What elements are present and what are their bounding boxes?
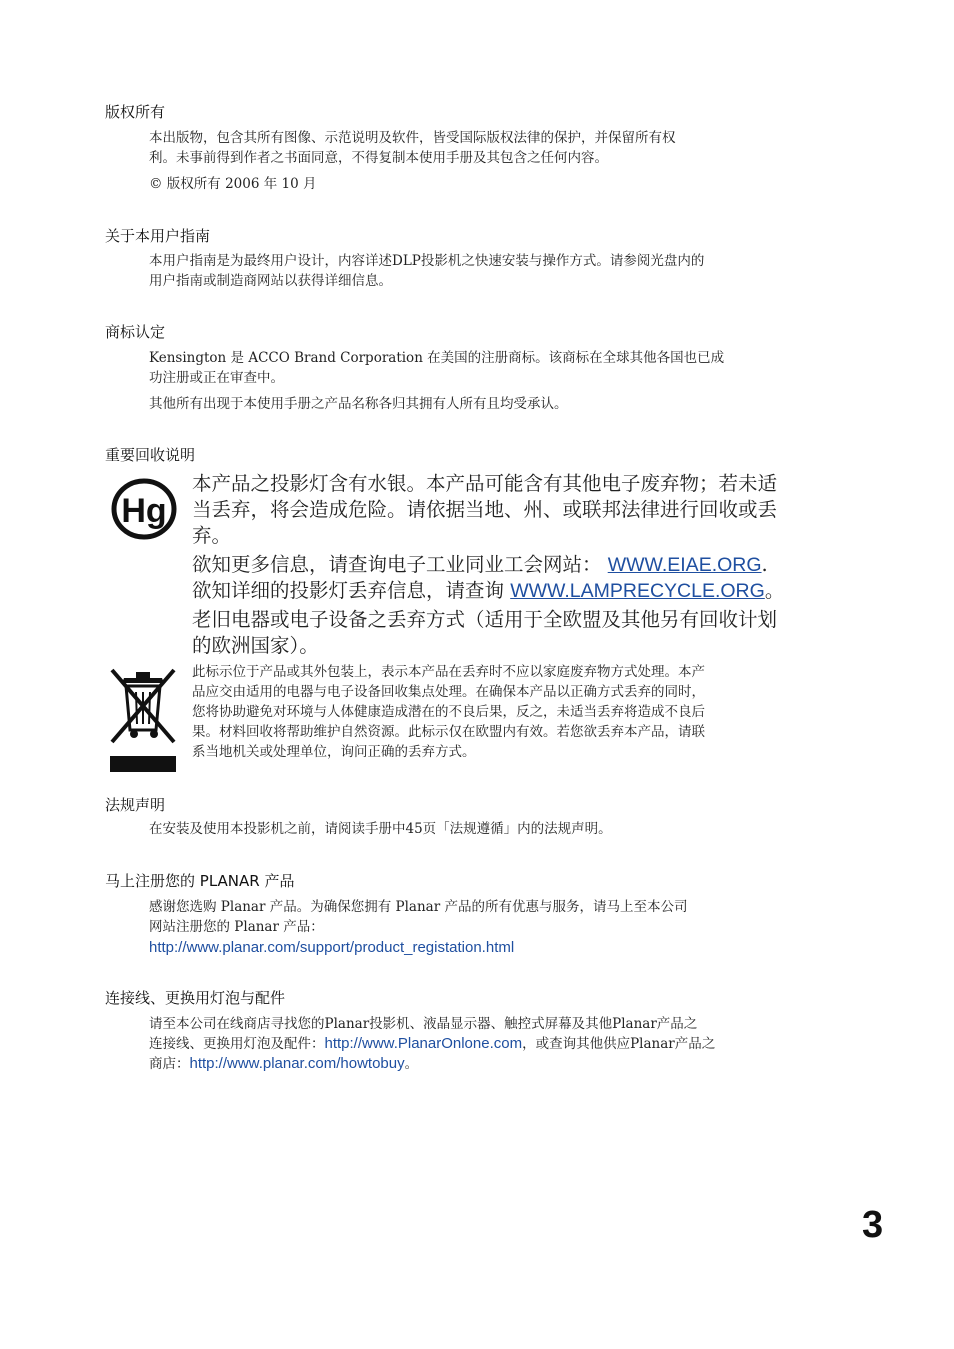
weee-intro — [192, 607, 777, 659]
hg-symbol-text: Hg — [121, 492, 167, 530]
accessories-line-3-prefix: 商店： — [149, 1056, 190, 1072]
info-prefix-2: 欲知详细的投影灯丢弃信息，请查询 — [192, 579, 511, 602]
register-heading: 马上注册您的 PLANAR 产品 — [105, 872, 295, 890]
mercury-hg-icon — [110, 477, 178, 541]
recycle-heading: 重要回收说明 — [105, 446, 196, 464]
copyright-text — [149, 128, 839, 168]
crossed-out-wheelie-bin-icon — [106, 664, 180, 776]
weee-detail-line-2: 品应交由适用的电器与电子设备回收集点处理。在确保本产品以正确方式丢弃的同时， — [192, 684, 705, 700]
about-line-1: 本用户指南是为最终用户设计，内容详述DLP投影机之快速安装与操作方式。请参阅光盘内的 — [149, 253, 705, 269]
about-text — [149, 251, 839, 291]
info-prefix-1: 欲知更多信息，请查询电子工业同业工会网站： — [192, 553, 608, 576]
info-line-2 — [192, 578, 784, 604]
trademark-text — [149, 348, 839, 388]
regulatory-text: 在安装及使用本投影机之前，请阅读手册中45页「法规遵循」内的法规声明。 — [149, 821, 612, 837]
register-text — [149, 897, 839, 937]
trademark-line-2: 功注册或正在审查中。 — [149, 370, 284, 386]
weee-detail-line-1: 此标示位于产品或其外包装上，表示本产品在丢弃时不应以家庭废弃物方式处理。本产 — [192, 664, 705, 680]
about-heading: 关于本用户指南 — [105, 227, 211, 245]
accessories-line-1: 请至本公司在线商店寻找您的Planar投影机、液晶显示器、触控式屏幕及其他Planar产品之 — [149, 1016, 698, 1032]
register-url-link[interactable]: http://www.planar.com/support/product_registation.html — [149, 939, 515, 956]
accessories-line-2 — [149, 1034, 839, 1054]
planar-online-link[interactable]: http://www.PlanarOnlone.com — [324, 1035, 523, 1052]
copyright-line-2: 利。未事前得到作者之书面同意，不得复制本使用手册及其包含之任何内容。 — [149, 150, 608, 166]
hg-line-1: 本产品之投影灯含有水银。本产品可能含有其他电子废弃物；若未适 — [192, 472, 778, 495]
eiae-link[interactable]: WWW.EIAE.ORG — [607, 554, 762, 576]
recycle-info — [192, 552, 784, 604]
about-line-2: 用户指南或制造商网站以获得详细信息。 — [149, 273, 392, 289]
weee-line-2: 的欧洲国家）。 — [192, 634, 319, 657]
copyright-line-1: 本出版物，包含其所有图像、示范说明及软件，皆受国际版权法律的保护，并保留所有权 — [149, 130, 676, 146]
accessories-line-2-suffix: ，或查询其他供应Planar产品之 — [522, 1036, 716, 1052]
hg-warning — [192, 471, 777, 549]
trademark-heading: 商标认定 — [105, 323, 166, 341]
accessories-line-3 — [149, 1054, 839, 1074]
info-line-1 — [192, 552, 784, 578]
weee-detail-line-5: 系当地机关或处理单位，询问正确的丢弃方式。 — [192, 744, 476, 760]
weee-detail — [192, 662, 705, 762]
trademark-line-1: Kensington 是 ACCO Brand Corporation 在美国的注册商标。该商标在全球其他各国也已成 — [149, 350, 725, 366]
weee-detail-line-4: 果。材料回收将帮助维护自然资源。此标示仅在欧盟内有效。若您欲丢弃本产品，请联 — [192, 724, 705, 740]
weee-line-1: 老旧电器或电子设备之丢弃方式（适用于全欧盟及其他另有回收计划 — [192, 608, 778, 631]
howtobuy-link[interactable]: http://www.planar.com/howtobuy — [189, 1055, 405, 1072]
accessories-line-2-prefix: 连接线、更换用灯泡及配件： — [149, 1036, 325, 1052]
accessories-heading: 连接线、更换用灯泡与配件 — [105, 989, 286, 1007]
register-url-row — [149, 937, 839, 958]
accessories-text — [149, 1014, 839, 1074]
page-number: 3 — [862, 1204, 884, 1246]
hg-line-3: 弃。 — [192, 524, 232, 547]
copyright-heading: 版权所有 — [105, 103, 166, 121]
hg-line-2: 当丢弃，将会造成危险。请依据当地、州、或联邦法律进行回收或丢 — [192, 498, 778, 521]
info-suffix-2: 。 — [764, 579, 785, 602]
trademark-other: 其他所有出现于本使用手册之产品名称各归其拥有人所有且均受承认。 — [149, 396, 568, 412]
register-line-1: 感谢您选购 Planar 产品。为确保您拥有 Planar 产品的所有优惠与服务，请马上至本公司 — [149, 899, 688, 915]
info-suffix-1: . — [761, 553, 768, 576]
accessories-line-3-suffix: 。 — [404, 1056, 419, 1072]
lamprecycle-link[interactable]: WWW.LAMPRECYCLE.ORG — [510, 580, 765, 602]
regulatory-heading: 法规声明 — [105, 796, 166, 814]
register-line-2: 网站注册您的 Planar 产品： — [149, 919, 324, 935]
weee-detail-line-3: 您将协助避免对环境与人体健康造成潜在的不良后果，反之，未适当丢弃将造成不良后 — [192, 704, 705, 720]
copyright-notice: © 版权所有 2006 年 10 月 — [149, 176, 317, 192]
